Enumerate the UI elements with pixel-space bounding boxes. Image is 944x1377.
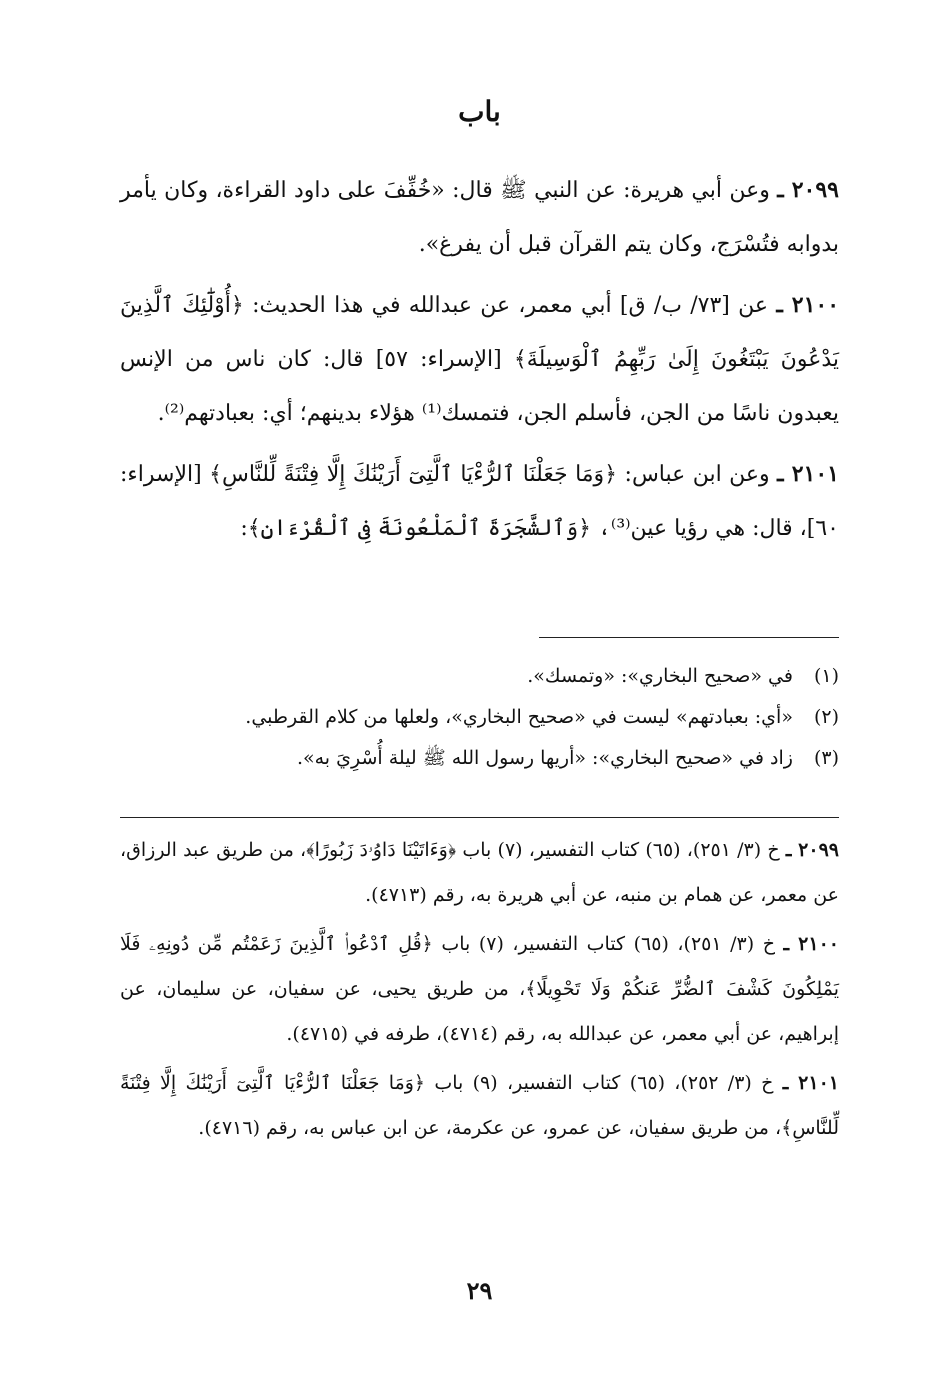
hadith-paragraph bbox=[120, 447, 839, 556]
takhrij-entry bbox=[120, 922, 839, 1057]
takhrij-number: ٢١٠٠ ـ bbox=[783, 933, 839, 955]
page-number: ٢٩ bbox=[466, 1276, 493, 1305]
takhrij-number: ٢١٠١ ـ bbox=[782, 1072, 839, 1094]
hadith-paragraph bbox=[120, 278, 839, 441]
footnote-number: (٢) bbox=[813, 706, 839, 728]
footnote-number: (٣) bbox=[813, 747, 839, 769]
hadith-text-block bbox=[120, 163, 839, 562]
footnote bbox=[120, 656, 839, 696]
footnote-text: «أي: بعبادتهم» ليست في «صحيح البخاري»، ولعلها من كلام القرطبي. bbox=[245, 706, 793, 728]
hadith-body: وعن أبي هريرة: عن النبي ﷺ قال: «خُفِّفَ على داود القراءة، وكان يأمر بدوابه فتُسْرَج، وكان يتم القرآن قبل أن يفرغ». bbox=[120, 178, 839, 257]
takhrij-text: خ (٣/ ٢٥١)، (٦٥) كتاب التفسير، (٧) باب ﴿قُلِ ٱدْعُوا۟ ٱلَّذِينَ زَعَمْتُم مِّن دُونِهِۦ فَلَا يَمْلِكُونَ كَشْفَ ٱلضُّرِّ عَنكُمْ وَلَا تَحْوِيلًا﴾، من طريق يحيى، عن سفيان، عن سليمان، عن إبراهيم، عن أبي معمر، عن عبدالله به، رقم (٤٧١٤)، طرفه في (٤٧١٥). bbox=[120, 933, 839, 1045]
takhrij-section bbox=[120, 828, 839, 1155]
takhrij-divider bbox=[120, 817, 839, 818]
hadith-body: عن [٧٣/ ب/ ق] أبي معمر، عن عبدالله في هذا الحديث: ﴿أُوْلَٰٓئِكَ ٱلَّذِينَ يَدْعُونَ يَبْتَغُونَ إِلَىٰ رَبِّهِمُ ٱلْوَسِيلَةَ﴾ [الإسراء: ٥٧] قال: كان ناس من الإنس يعبدون ناسًا من الجن، فأسلم الجن، فتمسك⁽¹⁾ هؤلاء بدينهم؛ أي: بعبادتهم⁽²⁾. bbox=[120, 293, 839, 426]
footnote-divider bbox=[539, 637, 839, 638]
footnote bbox=[120, 697, 839, 737]
footnote-text: في «صحيح البخاري»: «وتمسك». bbox=[527, 665, 793, 687]
hadith-number: ٢١٠٠ ـ bbox=[776, 292, 840, 318]
takhrij-entry bbox=[120, 1061, 839, 1151]
hadith-number: ٢١٠١ ـ bbox=[777, 461, 839, 487]
hadith-number: ٢٠٩٩ ـ bbox=[777, 177, 839, 203]
document-page bbox=[120, 0, 839, 1377]
takhrij-number: ٢٠٩٩ ـ bbox=[785, 839, 839, 861]
hadith-paragraph bbox=[120, 163, 839, 272]
takhrij-text: خ (٣/ ٢٥١)، (٦٥) كتاب التفسير، (٧) باب ﴿وَءَاتَيْنَا دَاوُۥدَ زَبُورًا﴾، من طريق عبد الرزاق، عن معمر، عن همام بن منبه، عن أبي هريرة به، رقم (٤٧١٣). bbox=[120, 839, 839, 906]
section-heading: باب bbox=[458, 95, 501, 128]
takhrij-entry bbox=[120, 828, 839, 918]
footnote-text: زاد في «صحيح البخاري»: «أريها رسول الله ﷺ ليلة أُسْرِيَ به». bbox=[296, 747, 793, 769]
footnote bbox=[120, 738, 839, 778]
footnote-number: (١) bbox=[813, 665, 839, 687]
hadith-body: وعن ابن عباس: ﴿وَمَا جَعَلْنَا ٱلرُّءْيَا ٱلَّتِىٓ أَرَيْنَٰكَ إِلَّا فِتْنَةً لِّلنَّاسِ﴾ [الإسراء: ٦٠]، قال: هي رؤيا عين⁽³⁾، ﴿وَٱلشَّجَرَةَ ٱلْمَلْعُونَةَ فِى ٱلْقُرْءَانِ﴾: bbox=[120, 462, 839, 541]
takhrij-text: خ (٣/ ٢٥٢)، (٦٥) كتاب التفسير، (٩) باب ﴿وَمَا جَعَلْنَا ٱلرُّءْيَا ٱلَّتِىٓ أَرَيْنَٰكَ إِلَّا فِتْنَةً لِّلنَّاسِ﴾، من طريق سفيان، عن عمرو، عن عكرمة، عن ابن عباس به، رقم (٤٧١٦). bbox=[120, 1072, 839, 1139]
footnotes bbox=[120, 656, 839, 779]
